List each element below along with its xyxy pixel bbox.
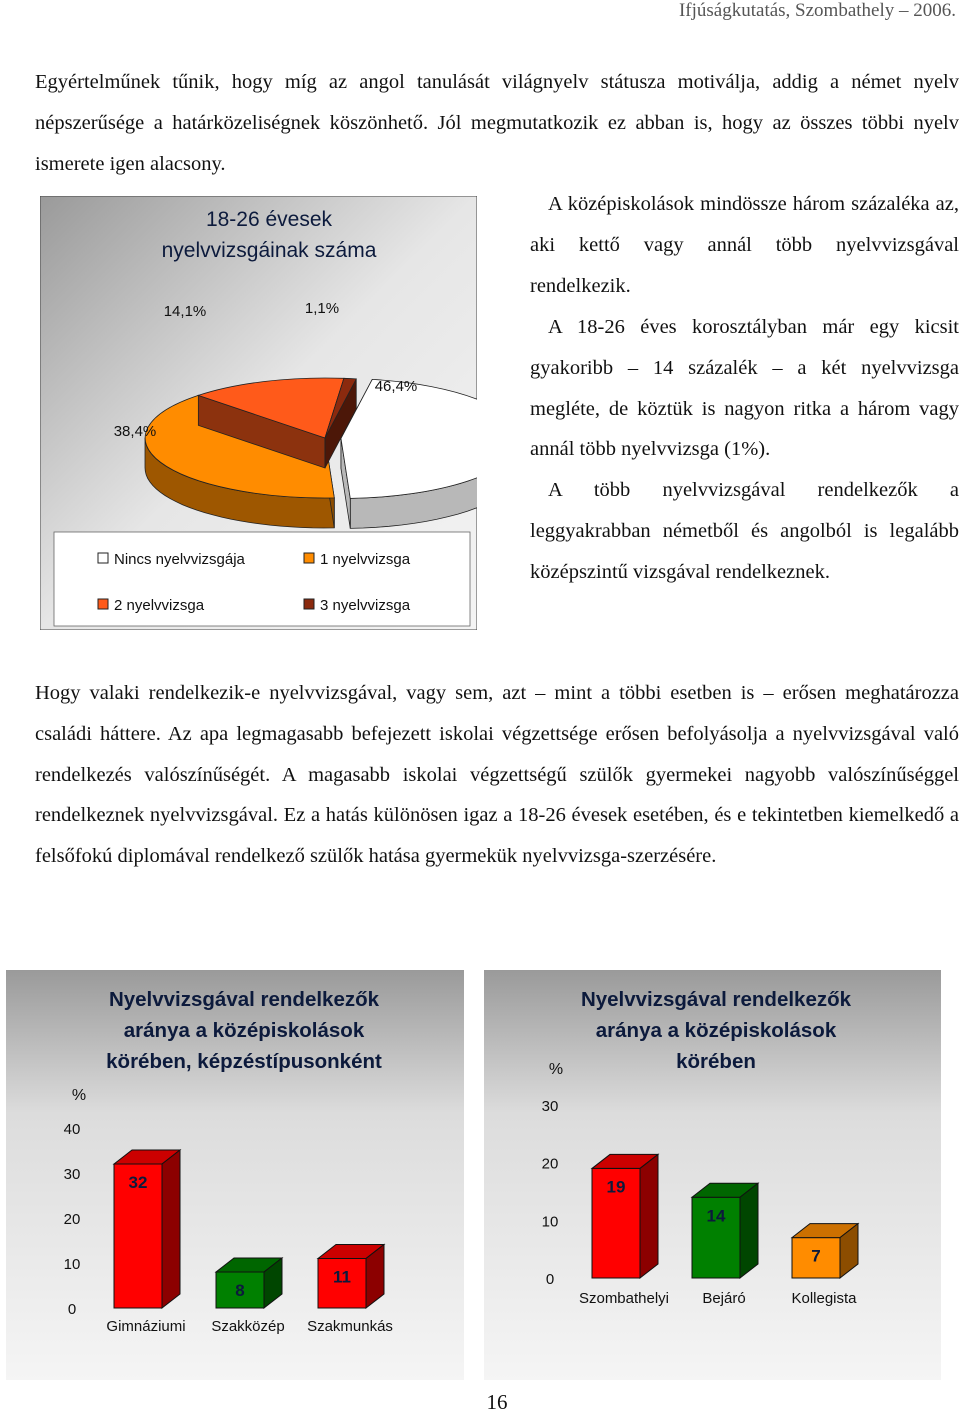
svg-text:2 nyelvvizsga: 2 nyelvvizsga [114, 597, 205, 614]
y-tick-label: 40 [63, 1121, 81, 1138]
bar-2 [692, 1183, 758, 1278]
x-category-label-3: Kollegista [791, 1290, 857, 1307]
legend-item-2 [304, 551, 411, 568]
paragraph-secondary-school: A középiskolások mindössze három százaléka az, aki kettő vagy annál több nyelvvizsgával rendelkezik. [530, 193, 959, 297]
pie-label-2: 38,4% [113, 423, 157, 440]
bar-value-label-1: 19 [606, 1177, 626, 1197]
x-category-label-2: Bejáró [702, 1290, 746, 1307]
chart-title-line-2: aránya a középiskolások [595, 1019, 837, 1042]
running-header: Ifjúságkutatás, Szombathely – 2006. [678, 0, 956, 21]
y-tick-label: 20 [541, 1155, 559, 1173]
paragraph-family-background: Hogy valaki rendelkezik-e nyelvvizsgával, vagy sem, azt – mint a többi esetben is – erősen meghatározza családi háttere. Az apa legmagasabb befejezett iskolai végzettsége erősen befolyásolja a nyelvvizsgával való rendelkezés valószínűségét. A magasabb iskolai végzettségű szülők gyermekei nagyobb valószínűséggel rendelkeznek nyelvvizsgával. Ez a hatás különösen igaz a 18-26 évesek esetében, és e tekintetben kiemelkedő a felsőfokú diplomával rendelkező szülők hatása gyermekük nyelvvizsga-szerzésére. [35, 682, 959, 868]
legend-item-1 [98, 551, 246, 568]
bar-1 [592, 1154, 658, 1278]
pie-label-3: 14,1% [163, 303, 207, 320]
bar-chart-by-school-type [6, 970, 464, 1380]
y-tick-label: 30 [63, 1166, 81, 1183]
y-axis-label: % [548, 1061, 564, 1078]
bar-value-label-2: 8 [235, 1281, 245, 1300]
x-category-label-2: Szakközép [211, 1318, 285, 1335]
svg-text:1 nyelvvizsga: 1 nyelvvizsga [320, 551, 411, 568]
bar-3 [792, 1224, 858, 1278]
page-number: 16 [486, 1390, 508, 1414]
paragraph-multiple-exams: A több nyelvvizsgával rendelkezők a leggyakrabban németből és angolból is legalább középszintű vizsgával rendelkeznek. [530, 479, 959, 583]
y-tick-label: 20 [63, 1211, 81, 1228]
svg-text:3 nyelvvizsga: 3 nyelvvizsga [320, 597, 411, 614]
pie-label-1: 46,4% [374, 378, 418, 395]
bar-value-label-2: 14 [706, 1206, 726, 1226]
pie-chart-exam-count [40, 196, 477, 630]
y-tick-label: 0 [545, 1271, 555, 1288]
paragraph-age-group: A 18-26 éves korosztályban már egy kicsit gyakoribb – 14 százalék – a két nyelvvizsga megléte, de köztük is nagyon ritka a három vagy annál több nyelvvizsga (1%). [530, 316, 959, 461]
y-axis-label: % [71, 1087, 87, 1104]
legend-item-4 [304, 597, 411, 614]
chart-title-line-3: körében, képzéstípusonként [106, 1050, 382, 1073]
bar-2 [216, 1258, 282, 1308]
bar-value-label-3: 7 [811, 1246, 821, 1266]
bar-value-label-1: 32 [128, 1173, 148, 1192]
chart-title-line-1: Nyelvvizsgával rendelkezők [580, 988, 852, 1011]
pie-slice-1 [341, 379, 477, 528]
x-category-label-1: Gimnáziumi [106, 1318, 186, 1335]
y-tick-label: 30 [541, 1098, 559, 1115]
pie-label-4: 1,1% [304, 300, 340, 317]
y-tick-label: 10 [63, 1256, 81, 1273]
y-tick-label: 10 [541, 1213, 559, 1231]
chart-title-line-3: körében [676, 1050, 756, 1073]
x-category-label-3: Szakmunkás [307, 1318, 393, 1335]
svg-text:Nincs nyelvvizsgája: Nincs nyelvvizsgája [114, 551, 245, 568]
y-tick-label: 0 [67, 1301, 77, 1318]
bar-chart-by-residence [484, 970, 941, 1380]
bar-3 [318, 1245, 384, 1309]
bar-value-label-3: 11 [333, 1267, 351, 1287]
chart-title-line-1: Nyelvvizsgával rendelkezők [108, 988, 380, 1011]
legend-item-3 [98, 597, 205, 614]
chart-title-line-1: 18-26 évesek [205, 208, 333, 231]
chart-title-line-2: nyelvvizsgáinak száma [161, 239, 377, 262]
chart-title-line-2: aránya a középiskolások [123, 1019, 365, 1042]
x-category-label-1: Szombathelyi [578, 1290, 670, 1307]
paragraph-intro: Egyértelműnek tűnik, hogy míg az angol tanulását világnyelv státusza motiválja, addig a német nyelv népszerűsége a határközeliségnek köszönhető. Jól megmutatkozik ez abban is, hogy az összes többi nyelv ismerete igen alacsony. [35, 71, 959, 175]
